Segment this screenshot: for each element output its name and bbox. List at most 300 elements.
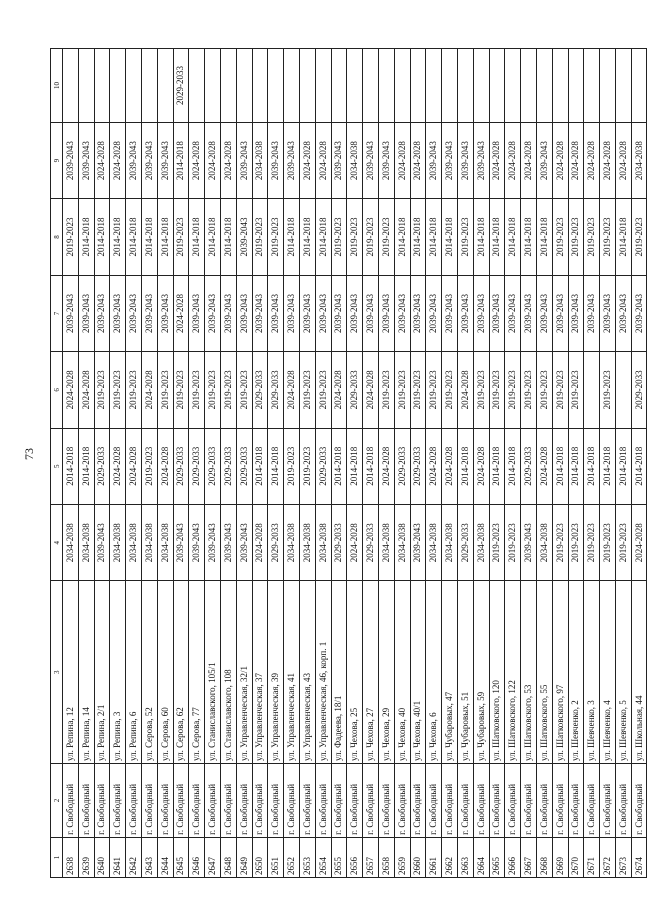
table-cell: ул. Шевченко, 5	[615, 581, 631, 764]
table-cell: 2019-2023	[268, 199, 284, 275]
table-cell: 2665	[489, 837, 505, 877]
table-cell: 2039-2043	[536, 122, 552, 198]
table-cell: 2039-2043	[63, 122, 79, 198]
table-row	[378, 49, 394, 878]
table-cell: 2024-2028	[299, 122, 315, 198]
table-row	[299, 49, 315, 878]
table-cell: 2039-2043	[141, 275, 157, 351]
table-cell: г. Свободный	[410, 764, 426, 838]
table-cell	[205, 49, 221, 123]
table-row	[189, 49, 205, 878]
table-cell: 2029-2033	[363, 504, 379, 580]
table-cell: 2648	[220, 837, 236, 877]
table-row	[205, 49, 221, 878]
header-cell: 1	[51, 837, 63, 877]
table-row	[126, 49, 142, 878]
table-cell: 2014-2018	[615, 199, 631, 275]
table-row	[584, 49, 600, 878]
table-cell: 2039-2043	[331, 275, 347, 351]
table-row	[110, 49, 126, 878]
table-cell: 2014-2018	[63, 428, 79, 504]
table-cell: ул. Фадеева, 18/1	[331, 581, 347, 764]
table-cell: 2019-2023	[584, 504, 600, 580]
table-cell: 2034-2038	[536, 504, 552, 580]
table-cell: 2019-2023	[521, 352, 537, 428]
table-cell: 2039-2043	[331, 122, 347, 198]
table-cell: ул. Управленческая, 46, корп. 1	[315, 581, 331, 764]
table-cell	[94, 49, 110, 123]
table-cell: 2024-2028	[473, 428, 489, 504]
table-cell: 2659	[394, 837, 410, 877]
table-cell: ул. Чехова, 40/1	[410, 581, 426, 764]
table-cell: 2014-2018	[615, 428, 631, 504]
table-cell: 2014-2018	[426, 199, 442, 275]
table-cell: 2014-2018	[94, 199, 110, 275]
table-cell: 2024-2028	[426, 428, 442, 504]
table-row	[173, 49, 189, 878]
table-cell: г. Свободный	[631, 764, 647, 838]
table-cell: ул. Чехова, 29	[378, 581, 394, 764]
table-cell: 2019-2023	[410, 352, 426, 428]
table-cell: 2019-2023	[173, 199, 189, 275]
table-cell: 2039-2043	[157, 122, 173, 198]
table-cell: 2019-2023	[205, 352, 221, 428]
table-cell	[584, 352, 600, 428]
table-cell: 2029-2033	[521, 428, 537, 504]
table-row	[78, 49, 94, 878]
table-cell	[536, 49, 552, 123]
table-cell: 2024-2028	[189, 122, 205, 198]
table-cell	[299, 49, 315, 123]
header-cell: 8	[51, 199, 63, 275]
table-cell: 2029-2033	[394, 428, 410, 504]
table-cell: 2642	[126, 837, 142, 877]
table-cell	[615, 352, 631, 428]
capital-repair-schedule-table	[50, 48, 647, 878]
table-cell: 2019-2023	[552, 199, 568, 275]
table-cell: 2039-2043	[426, 275, 442, 351]
table-cell: 2019-2023	[568, 504, 584, 580]
table-cell: 2034-2038	[347, 122, 363, 198]
table-cell: 2014-2018	[284, 199, 300, 275]
table-cell: 2645	[173, 837, 189, 877]
table-cell	[378, 49, 394, 123]
table-cell: ул. Серова, 52	[141, 581, 157, 764]
table-cell: 2024-2028	[141, 352, 157, 428]
table-cell: г. Свободный	[347, 764, 363, 838]
table-cell: 2039-2043	[141, 122, 157, 198]
table-cell: 2652	[284, 837, 300, 877]
table-cell	[236, 49, 252, 123]
table-cell: г. Свободный	[236, 764, 252, 838]
table-cell	[78, 49, 94, 123]
table-cell: 2039-2043	[284, 275, 300, 351]
table-cell: 2014-2018	[410, 199, 426, 275]
table-cell: г. Свободный	[505, 764, 521, 838]
table-cell: 2019-2023	[536, 352, 552, 428]
table-cell: 2646	[189, 837, 205, 877]
table-cell: 2014-2018	[126, 199, 142, 275]
table-cell: 2029-2033	[173, 49, 189, 123]
table-cell: 2639	[78, 837, 94, 877]
table-cell: г. Свободный	[252, 764, 268, 838]
table-cell: 2014-2018	[631, 428, 647, 504]
table-cell: 2019-2023	[426, 352, 442, 428]
table-row	[489, 49, 505, 878]
table-row	[252, 49, 268, 878]
table-cell: 2039-2043	[189, 504, 205, 580]
table-cell: 2039-2043	[489, 275, 505, 351]
table-cell: 2029-2033	[410, 428, 426, 504]
table-cell: 2019-2023	[489, 352, 505, 428]
table-cell: 2671	[584, 837, 600, 877]
table-cell: г. Свободный	[205, 764, 221, 838]
table-cell: 2014-2018	[252, 428, 268, 504]
table-cell	[220, 49, 236, 123]
table-row	[505, 49, 521, 878]
table-cell: г. Свободный	[284, 764, 300, 838]
table-cell: 2024-2028	[157, 428, 173, 504]
table-cell: 2024-2028	[521, 122, 537, 198]
table-cell: 2039-2043	[505, 275, 521, 351]
table-cell: 2019-2023	[552, 504, 568, 580]
table-cell: 2019-2023	[236, 352, 252, 428]
table-cell: 2014-2018	[394, 199, 410, 275]
table-cell: 2662	[442, 837, 458, 877]
table-cell: 2019-2023	[94, 352, 110, 428]
table-cell: ул. Серова, 77	[189, 581, 205, 764]
table-cell: г. Свободный	[189, 764, 205, 838]
table-cell: 2024-2028	[347, 504, 363, 580]
table-cell: 2019-2023	[552, 352, 568, 428]
table-cell: 2039-2043	[78, 122, 94, 198]
table-cell: ул. Репина, 14	[78, 581, 94, 764]
table-cell: 2034-2038	[252, 122, 268, 198]
table-cell: 2014-2018	[268, 428, 284, 504]
table-cell	[331, 49, 347, 123]
table-cell: 2019-2023	[568, 352, 584, 428]
table-row	[442, 49, 458, 878]
table-cell: 2019-2023	[141, 428, 157, 504]
table-cell: 2674	[631, 837, 647, 877]
table-cell: 2039-2043	[457, 122, 473, 198]
table-cell	[189, 49, 205, 123]
table-row	[631, 49, 647, 878]
table-row	[426, 49, 442, 878]
table-cell: 2019-2023	[394, 352, 410, 428]
table-row	[394, 49, 410, 878]
table-cell: 2034-2038	[284, 504, 300, 580]
table-cell: 2029-2033	[189, 428, 205, 504]
table-cell: 2024-2028	[94, 122, 110, 198]
table-cell: 2029-2033	[252, 352, 268, 428]
rotated-table-container	[50, 48, 644, 878]
table-cell: 2029-2033	[268, 352, 284, 428]
table-cell: 2024-2028	[315, 122, 331, 198]
table-cell: 2014-2018	[205, 199, 221, 275]
table-cell: ул. Шатковского, 97	[552, 581, 568, 764]
table-cell: 2019-2023	[600, 504, 616, 580]
header-cell: 6	[51, 352, 63, 428]
table-cell: 2024-2028	[78, 352, 94, 428]
table-cell: 2039-2043	[189, 275, 205, 351]
table-cell: 2024-2028	[631, 504, 647, 580]
table-cell: г. Свободный	[141, 764, 157, 838]
table-cell: г. Свободный	[94, 764, 110, 838]
table-cell: 2024-2028	[584, 122, 600, 198]
table-cell: 2019-2023	[315, 352, 331, 428]
table-cell: ул. Чубаровых, 59	[473, 581, 489, 764]
table-cell: 2024-2028	[126, 428, 142, 504]
table-cell: г. Свободный	[78, 764, 94, 838]
table-cell: 2024-2028	[363, 352, 379, 428]
table-cell: 2019-2023	[110, 352, 126, 428]
table-cell: 2029-2033	[236, 428, 252, 504]
table-cell: 2024-2028	[552, 122, 568, 198]
table-cell: 2019-2023	[568, 199, 584, 275]
table-cell: ул. Управленческая, 32/1	[236, 581, 252, 764]
table-cell: 2024-2028	[457, 352, 473, 428]
table-cell: 2024-2028	[110, 122, 126, 198]
table-cell: г. Свободный	[173, 764, 189, 838]
table-cell: г. Свободный	[521, 764, 537, 838]
table-cell	[584, 49, 600, 123]
table-row	[552, 49, 568, 878]
table-cell: 2014-2018	[78, 199, 94, 275]
table-cell: ул. Чехова, 6	[426, 581, 442, 764]
table-row	[600, 49, 616, 878]
table-cell: 2647	[205, 837, 221, 877]
table-cell: 2667	[521, 837, 537, 877]
table-cell: 2654	[315, 837, 331, 877]
table-cell: 2039-2043	[473, 275, 489, 351]
table-cell: 2014-2018	[600, 428, 616, 504]
table-cell: 2039-2043	[299, 275, 315, 351]
header-cell: 7	[51, 275, 63, 351]
table-cell: 2024-2028	[489, 122, 505, 198]
table-cell: 2039-2043	[426, 122, 442, 198]
table-cell: 2024-2028	[252, 504, 268, 580]
table-row	[347, 49, 363, 878]
table-cell: 2039-2043	[157, 275, 173, 351]
table-cell: ул. Школьная, 44	[631, 581, 647, 764]
table-cell	[284, 49, 300, 123]
table-cell: 2019-2023	[489, 504, 505, 580]
table-row	[410, 49, 426, 878]
table-cell: ул. Чехова, 40	[394, 581, 410, 764]
table-cell: 2019-2023	[173, 352, 189, 428]
table-cell	[63, 49, 79, 123]
table-cell: 2024-2028	[173, 275, 189, 351]
table-cell: 2039-2043	[126, 122, 142, 198]
table-cell: 2039-2043	[584, 275, 600, 351]
table-cell	[568, 49, 584, 123]
table-cell: 2039-2043	[473, 122, 489, 198]
table-cell: 2034-2038	[631, 122, 647, 198]
page-number: 73	[22, 448, 36, 460]
table-cell	[363, 49, 379, 123]
table-cell: 2029-2033	[268, 504, 284, 580]
table-cell: 2024-2028	[442, 428, 458, 504]
table-cell: г. Свободный	[568, 764, 584, 838]
table-cell: 2024-2028	[63, 352, 79, 428]
table-cell: 2644	[157, 837, 173, 877]
column-number-header-row	[51, 49, 63, 878]
table-cell: 2039-2043	[552, 275, 568, 351]
table-cell: 2019-2023	[299, 428, 315, 504]
table-cell	[552, 49, 568, 123]
table-cell: 2019-2023	[63, 199, 79, 275]
table-cell: 2034-2038	[78, 504, 94, 580]
header-cell: 4	[51, 504, 63, 580]
table-cell: ул. Шевченко, 3	[584, 581, 600, 764]
table-cell: 2039-2043	[94, 275, 110, 351]
table-cell: 2019-2023	[631, 199, 647, 275]
table-cell: 2014-2018	[315, 199, 331, 275]
table-cell: 2024-2028	[536, 428, 552, 504]
table-cell: г. Свободный	[489, 764, 505, 838]
table-cell: 2024-2028	[410, 122, 426, 198]
table-cell: 2039-2043	[521, 504, 537, 580]
header-cell: 9	[51, 122, 63, 198]
table-cell: 2669	[552, 837, 568, 877]
table-cell: 2039-2043	[410, 504, 426, 580]
table-cell: 2668	[536, 837, 552, 877]
table-cell: 2019-2023	[331, 199, 347, 275]
table-cell: 2019-2023	[189, 352, 205, 428]
table-cell: 2640	[94, 837, 110, 877]
table-cell: ул. Репина, 2/1	[94, 581, 110, 764]
table-cell: 2656	[347, 837, 363, 877]
table-cell: ул. Чехова, 27	[363, 581, 379, 764]
table-cell: 2039-2043	[521, 275, 537, 351]
table-cell: 2039-2043	[600, 275, 616, 351]
table-cell: 2039-2043	[378, 275, 394, 351]
table-cell	[315, 49, 331, 123]
table-cell: ул. Шевченко, 4	[600, 581, 616, 764]
table-cell: 2019-2023	[457, 199, 473, 275]
table-cell: 2039-2043	[236, 199, 252, 275]
table-row	[315, 49, 331, 878]
table-cell: 2014-2018	[110, 199, 126, 275]
table-cell: ул. Чубаровых, 51	[457, 581, 473, 764]
table-cell: 2019-2023	[473, 352, 489, 428]
table-cell: 2666	[505, 837, 521, 877]
table-cell: 2029-2033	[315, 428, 331, 504]
table-cell: 2664	[473, 837, 489, 877]
table-row	[457, 49, 473, 878]
table-cell: 2029-2033	[631, 352, 647, 428]
table-cell: 2019-2023	[363, 199, 379, 275]
table-cell: 2672	[600, 837, 616, 877]
table-cell	[442, 49, 458, 123]
table-cell: ул. Шатковского, 122	[505, 581, 521, 764]
table-cell: 2019-2023	[378, 352, 394, 428]
table-cell: 2039-2043	[268, 275, 284, 351]
table-cell: 2039-2043	[236, 122, 252, 198]
table-cell: г. Свободный	[394, 764, 410, 838]
table-cell: 2039-2043	[363, 122, 379, 198]
table-cell: г. Свободный	[220, 764, 236, 838]
table-row	[268, 49, 284, 878]
table-cell: 2019-2023	[157, 352, 173, 428]
table-cell: г. Свободный	[584, 764, 600, 838]
table-cell: 2039-2043	[220, 504, 236, 580]
table-cell: 2029-2033	[347, 352, 363, 428]
table-cell: 2641	[110, 837, 126, 877]
table-cell: 2029-2033	[220, 428, 236, 504]
table-cell: 2014-2018	[489, 199, 505, 275]
table-cell: 2019-2023	[284, 428, 300, 504]
table-cell: 2039-2043	[63, 275, 79, 351]
table-cell	[489, 49, 505, 123]
table-row	[568, 49, 584, 878]
table-row	[63, 49, 79, 878]
table-cell: 2024-2028	[205, 122, 221, 198]
table-cell: 2653	[299, 837, 315, 877]
table-cell: 2034-2038	[378, 504, 394, 580]
table-cell: 2039-2043	[220, 275, 236, 351]
table-cell: 2039-2043	[536, 275, 552, 351]
table-cell: 2638	[63, 837, 79, 877]
table-cell: 2014-2018	[220, 199, 236, 275]
table-cell: 2655	[331, 837, 347, 877]
table-cell	[521, 49, 537, 123]
table-cell: 2034-2038	[110, 504, 126, 580]
table-cell: 2019-2023	[505, 504, 521, 580]
table-row	[615, 49, 631, 878]
table-cell: 2029-2033	[94, 428, 110, 504]
table-cell: 2024-2028	[600, 122, 616, 198]
table-cell	[347, 49, 363, 123]
table-cell: 2024-2028	[284, 352, 300, 428]
table-cell: 2014-2018	[141, 199, 157, 275]
table-cell	[110, 49, 126, 123]
table-cell: г. Свободный	[126, 764, 142, 838]
table-cell: 2024-2028	[615, 122, 631, 198]
table-cell	[473, 49, 489, 123]
table-cell: 2663	[457, 837, 473, 877]
table-cell: 2039-2043	[268, 122, 284, 198]
table-cell: 2014-2018	[442, 199, 458, 275]
table-cell: 2034-2038	[63, 504, 79, 580]
table-cell: 2014-2018	[78, 428, 94, 504]
table-cell: г. Свободный	[157, 764, 173, 838]
table-cell	[141, 49, 157, 123]
table-cell: 2024-2028	[394, 122, 410, 198]
table-cell: 2014-2018	[189, 199, 205, 275]
table-cell: 2014-2018	[457, 428, 473, 504]
table-cell: 2019-2023	[442, 352, 458, 428]
table-cell: 2670	[568, 837, 584, 877]
table-cell: 2034-2038	[426, 504, 442, 580]
table-row	[284, 49, 300, 878]
table-cell: 2014-2018	[584, 428, 600, 504]
table-cell: 2014-2018	[505, 199, 521, 275]
table-cell: 2024-2028	[220, 122, 236, 198]
table-cell: 2039-2043	[378, 122, 394, 198]
table-cell: 2014-2018	[489, 428, 505, 504]
table-cell: ул. Станиславского, 108	[220, 581, 236, 764]
table-cell	[631, 49, 647, 123]
table-cell: г. Свободный	[536, 764, 552, 838]
table-row	[220, 49, 236, 878]
table-cell: 2019-2023	[252, 199, 268, 275]
table-cell: 2029-2033	[457, 504, 473, 580]
table-cell: 2034-2038	[157, 504, 173, 580]
header-cell: 2	[51, 764, 63, 838]
table-cell	[505, 49, 521, 123]
